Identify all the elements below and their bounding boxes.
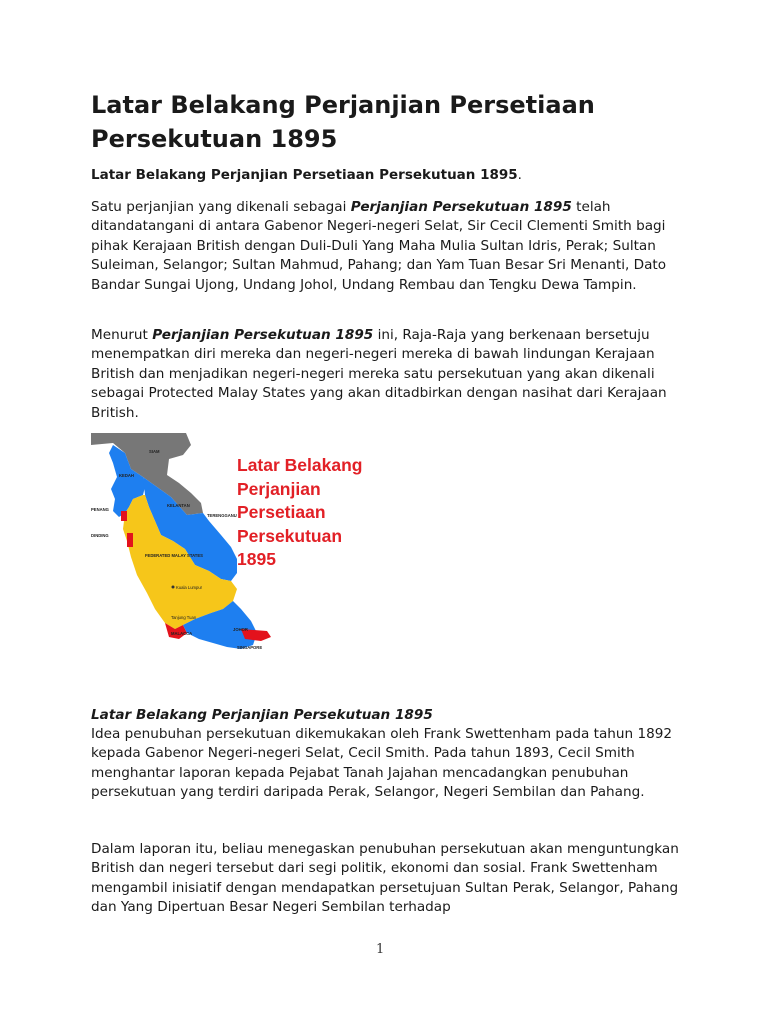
map-label-malacca: MALACCA bbox=[171, 631, 193, 636]
paragraph-4: Dalam laporan itu, beliau menegaskan penubuhan persekutuan akan menguntungkan British dan negeri tersebut dari segi politik, ekonomi dan sosial. Frank Swettenham mengambil inisiatif dengan mendapatkan persetujuan Sultan Perak, Selangor, Pahang dan Yang Dipertuan Besar Negeri Sembilan terhadap bbox=[91, 841, 679, 916]
paragraph-1-emphasis: Perjanjian Persekutuan 1895 bbox=[350, 199, 572, 215]
map-label-terengganu: TERENGGANU bbox=[207, 513, 237, 518]
subtitle-period: . bbox=[517, 167, 522, 183]
paragraph-3: Idea penubuhan persekutuan dikemukakan oleh Frank Swettenham pada tahun 1892 kepada Gabenor Negeri-negeri Selat, Cecil Smith. Pada tahun 1893, Cecil Smith menghantar laporan kepada Pejabat Tanah Jajahan mencadangkan penubuhan persekutuan yang terdiri daripada Perak, Selangor, Negeri Sembilan dan Pahang. bbox=[91, 726, 673, 801]
figure-caption-line-5: 1895 bbox=[237, 549, 276, 569]
map-label-tanjung-tuan: Tanjung Tuan bbox=[171, 615, 197, 620]
figure-caption-line-2: Perjanjian bbox=[237, 478, 321, 499]
map-label-johor: JOHOR bbox=[233, 627, 248, 632]
paragraph-1-start: Satu perjanjian yang dikenali sebagai bbox=[91, 199, 351, 215]
map-label-kuala-lumpur: Kuala Lumpur bbox=[176, 585, 203, 590]
map-label-kedah: KEDAH bbox=[119, 473, 134, 478]
paragraph-2-emphasis: Perjanjian Persekutuan 1895 bbox=[152, 327, 374, 343]
figure-caption-line-1: Latar Belakang bbox=[237, 455, 363, 475]
subtitle-text: Latar Belakang Perjanjian Persetiaan Persekutuan 1895 bbox=[91, 167, 518, 183]
paragraph-2-start: Menurut bbox=[91, 327, 153, 343]
map-label-singapore: SINGAPORE bbox=[237, 645, 263, 650]
page-number: 1 bbox=[376, 942, 385, 957]
section-heading: Latar Belakang Perjanjian Persekutuan 1895 bbox=[91, 707, 433, 723]
map-region-penang bbox=[121, 511, 127, 521]
paragraph-1 bbox=[91, 198, 691, 295]
paragraph-2-rest: ini, Raja-Raja yang berkenaan bersetuju menempatkan diri mereka dan negeri-negeri mereka di bawah lindungan Kerajaan British dan menjadikan negeri-negeri mereka satu persekutuan yang akan dikenali sebagai Protected Malay States yang akan ditadbirkan dengan nasihat dari Kerajaan British. bbox=[91, 327, 667, 421]
map-label-penang: PENANG bbox=[91, 507, 109, 512]
map-label-dinding: DINDING bbox=[91, 533, 109, 538]
figure-caption bbox=[237, 454, 362, 572]
figure-caption-line-3: Persetiaan bbox=[237, 502, 326, 522]
map-label-siam: SIAM bbox=[149, 449, 160, 454]
map-region-dinding bbox=[127, 533, 133, 547]
figure-caption-line-4: Persekutuan bbox=[237, 525, 343, 546]
map-label-kelantan: KELANTAN bbox=[167, 503, 190, 508]
subtitle bbox=[91, 165, 522, 185]
page-title: Latar Belakang Perjanjian Persetiaan Persekutuan 1895 bbox=[91, 91, 595, 153]
map-kuala-lumpur-dot bbox=[172, 586, 175, 589]
map-label-fms: FEDERATED MALAY STATES bbox=[145, 553, 203, 558]
paragraph-1-rest: telah ditandatangani di antara Gabenor Negeri-negeri Selat, Sir Cecil Clementi Smith bagi pihak Kerajaan British dengan Duli-Duli Yang Maha Mulia Sultan Idris, Perak; Sultan Suleiman, Selangor; Sultan Mahmud, Pahang; dan Yam Tuan Besar Sri Menanti, Dato Bandar Sungai Ujong, Undang Johol, Undang Rembau dan Tengku Dewa Tampin. bbox=[91, 199, 667, 293]
paragraph-2 bbox=[91, 326, 691, 423]
